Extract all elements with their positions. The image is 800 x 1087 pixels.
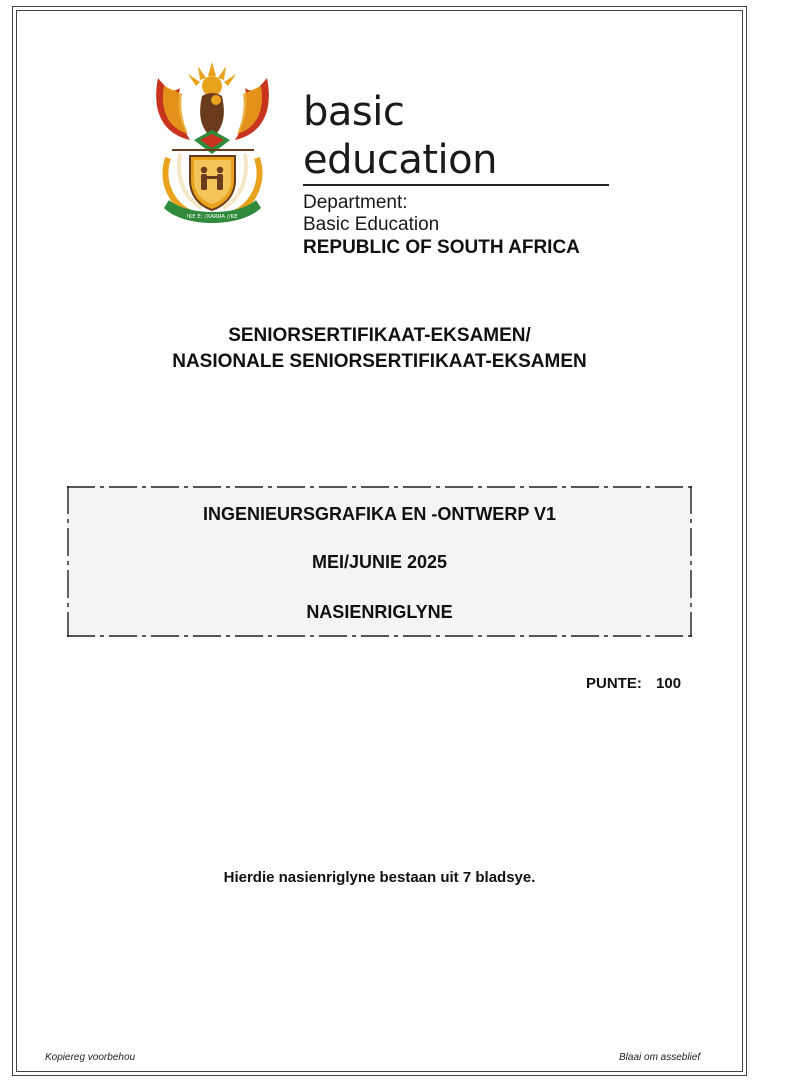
marks-value: 100 bbox=[656, 675, 682, 692]
footer-copyright: Kopiereg voorbehou bbox=[45, 1052, 136, 1063]
subject-box bbox=[67, 486, 692, 637]
crest-motto: !KE E: /XARRA //KE bbox=[186, 214, 238, 220]
exam-title-line2: NASIONALE SENIORSERTIFIKAAT-EKSAMEN bbox=[172, 351, 587, 372]
subject-title: INGENIEURSGRAFIKA EN -ONTWERP V1 bbox=[202, 504, 557, 524]
department-label: Department: bbox=[303, 192, 408, 213]
coat-of-arms-icon bbox=[150, 58, 275, 226]
brand-block bbox=[303, 88, 609, 260]
marks-label: PUNTE: bbox=[586, 675, 642, 692]
document-type: NASIENRIGLYNE bbox=[306, 602, 453, 622]
brand-title: basic education bbox=[303, 89, 497, 183]
page-count-note: Hierdie nasienriglyne bestaan uit 7 bladsye. bbox=[223, 869, 536, 886]
country-name: REPUBLIC OF SOUTH AFRICA bbox=[303, 237, 580, 258]
exam-title-line1: SENIORSERTIFIKAAT-EKSAMEN/ bbox=[228, 325, 531, 346]
department-name: Basic Education bbox=[303, 214, 440, 235]
exam-session: MEI/JUNIE 2025 bbox=[311, 552, 448, 572]
footer-turn-page: Blaai om asseblief bbox=[619, 1052, 701, 1063]
marks-total bbox=[586, 675, 681, 692]
brand-divider bbox=[303, 184, 609, 186]
